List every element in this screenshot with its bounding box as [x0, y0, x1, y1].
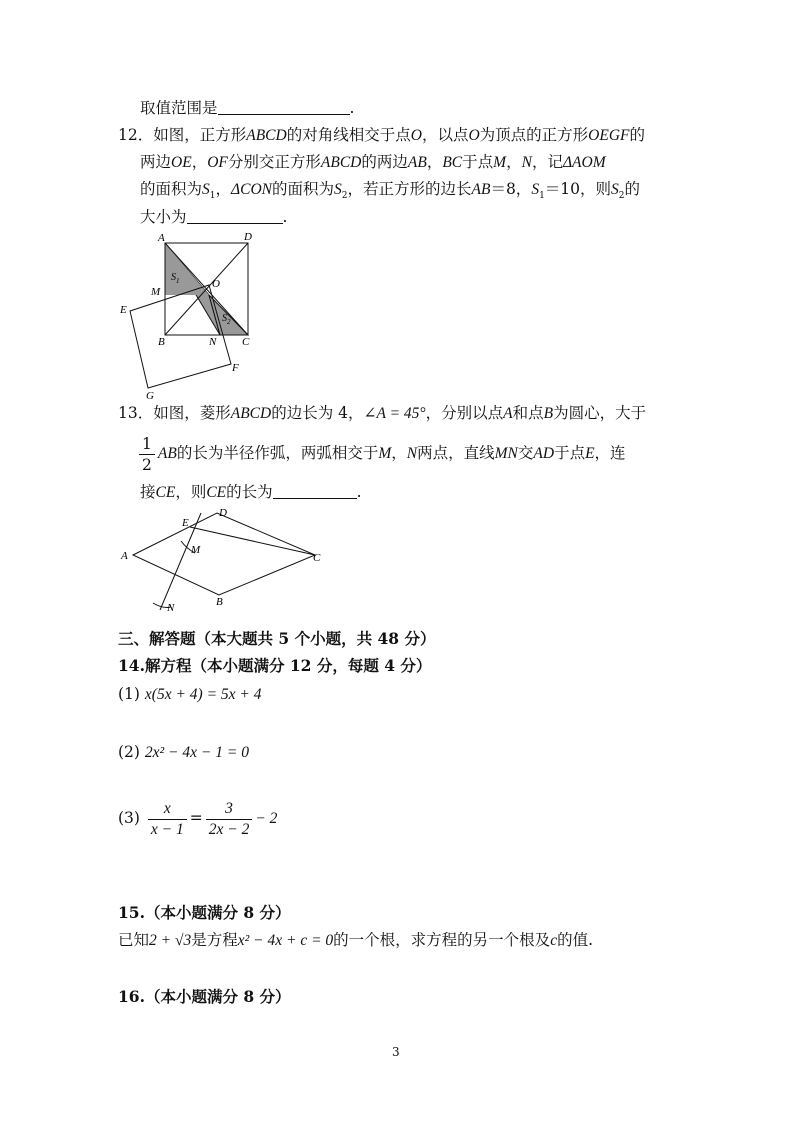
answer-blank[interactable] — [218, 98, 350, 115]
q13-line2: $\frac{1}{2}$ AB的长为半径作弧，两弧相交于M，N两点，直线MN交AD于点E，连 — [136, 431, 626, 476]
svg-text:D: D — [219, 507, 227, 519]
segment-ce — [190, 527, 315, 555]
svg-text:S1: $S_1$ — [171, 272, 180, 285]
svg-text:M: M — [151, 286, 161, 298]
svg-text:M: M — [191, 544, 201, 556]
q12-line1: 12．如图，正方形ABCD的对角线相交于点O，以点O为顶点的正方形OEGF的 — [118, 126, 646, 144]
q11-tail: 取值范围是 . — [140, 99, 355, 117]
svg-text:N: N — [167, 602, 175, 614]
svg-text:A: A — [121, 550, 128, 562]
q14-title: 14.解方程（本小题满分 12 分，每题 4 分） — [118, 656, 432, 675]
svg-text:C: C — [313, 552, 321, 564]
svg-text:E: E — [182, 517, 189, 529]
q12-line3: 的面积为$S_1$，ΔCON的面积为$S_2$，若正方形的边长AB＝8，$S_1=10$，则$S_2$的 — [140, 180, 641, 202]
q12-line2: 两边OE，OF分别交正方形ABCD的两边AB，BC于点M，N，记ΔAOM — [140, 153, 606, 171]
svg-text:N: N — [209, 336, 217, 348]
page-number: 3 — [392, 1045, 400, 1059]
svg-text:E: E — [120, 304, 127, 316]
line-mn — [160, 513, 201, 610]
svg-text:G: G — [146, 390, 154, 400]
answer-blank[interactable] — [187, 207, 283, 224]
q14-part3: (3) $\frac{x}{x - 1}$ = $\frac{3}{2x - 2}$ − 2 — [118, 799, 278, 838]
svg-text:S2: $S_2$ — [222, 313, 231, 326]
svg-text:F: F — [232, 362, 239, 374]
q13-line3: 接CE，则CE的长为 . — [140, 483, 362, 501]
rhombus-abcd — [133, 513, 315, 595]
q16-title: 16.（本小题满分 8 分） — [118, 987, 291, 1006]
svg-text:C: C — [242, 336, 250, 348]
q14-part2: (2) 2x² − 4x − 1 = 0 — [118, 743, 249, 761]
svg-text:D: D — [244, 231, 252, 243]
svg-text:B: B — [158, 336, 165, 348]
answer-blank[interactable] — [273, 482, 357, 499]
q14-part1: (1) x(5x + 4) = 5x + 4 — [118, 685, 262, 703]
svg-text:A: A — [158, 232, 165, 244]
q12-line4: 大小为 . — [140, 208, 288, 226]
q15-body: 已知2 + √3是方程x² − 4x + c = 0的一个根，求方程的另一个根及c的值. — [118, 931, 594, 949]
figure-13 — [115, 503, 335, 618]
svg-text:B: B — [216, 596, 223, 608]
q15-title: 15.（本小题满分 8 分） — [118, 903, 291, 922]
fraction-half: $\frac{1}{2}$ — [139, 434, 155, 475]
figure-12 — [110, 228, 270, 400]
svg-text:O: O — [212, 278, 220, 290]
q13-line1: 13．如图，菱形ABCD的边长为 4，∠A = 45°，分别以点A和点B为圆心，大于 — [118, 404, 647, 422]
section-3-title: 三、解答题（本大题共 5 个小题，共 48 分） — [118, 629, 436, 648]
